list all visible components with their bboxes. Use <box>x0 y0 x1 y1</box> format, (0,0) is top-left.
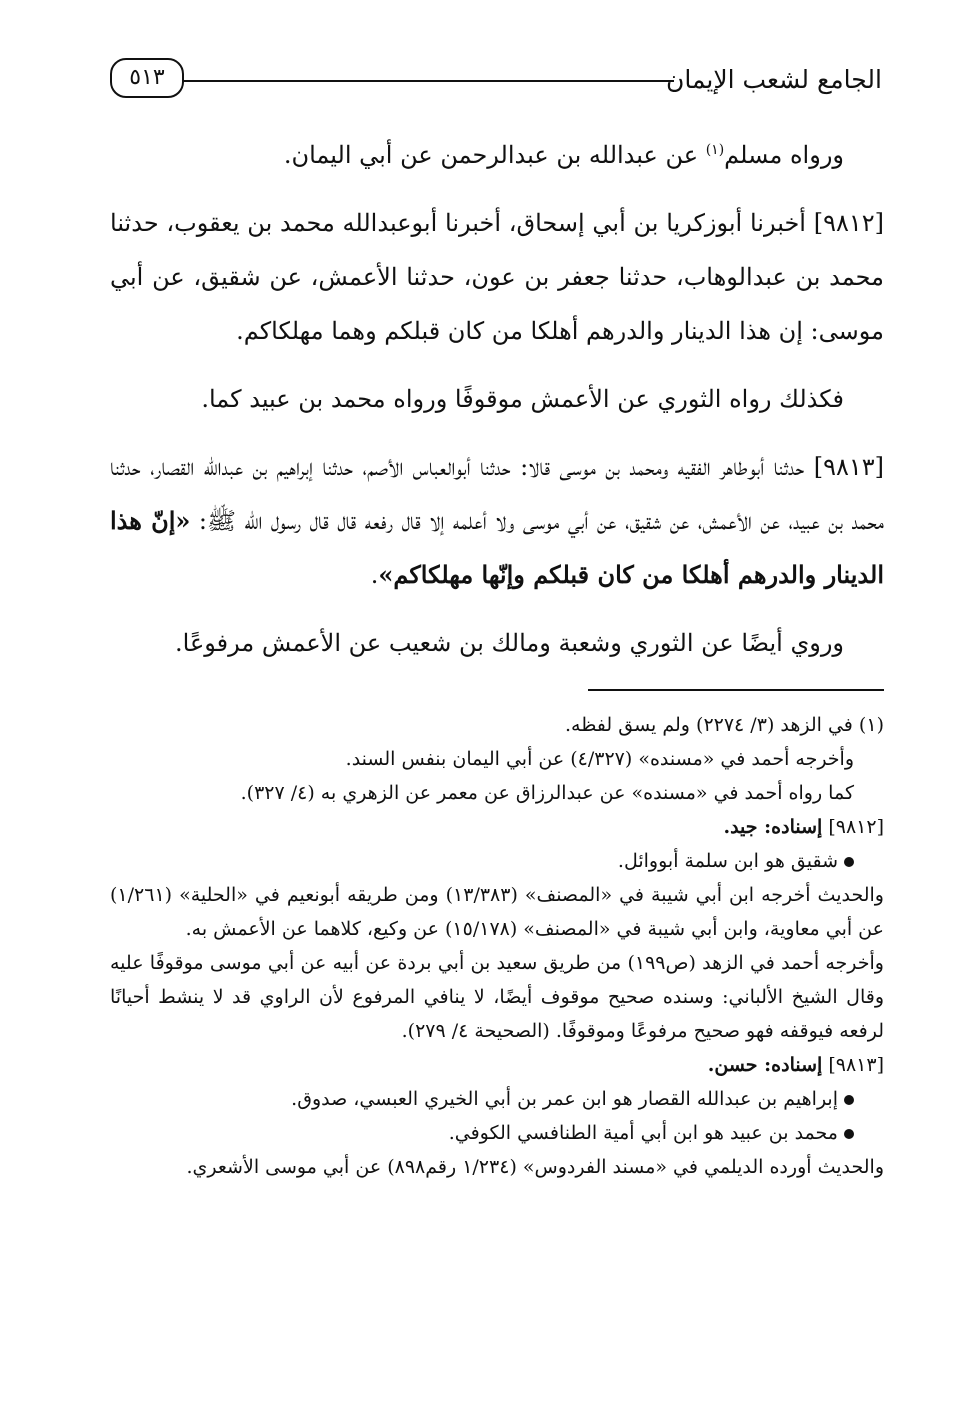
note-9813-bullet-2 <box>110 1116 884 1150</box>
main-text <box>110 128 884 684</box>
paragraph-5: وروي أيضًا عن الثوري وشعبة ومالك بن شعيب عن الأعمش مرفوعًا. <box>175 629 844 657</box>
note-9812-grade: إسناده: جيد. <box>723 816 823 838</box>
note-9813-bullet-2-text: محمد بن عبيد هو ابن أبي أمية الطنافسي الكوفي. <box>448 1122 838 1144</box>
note-9813-text-1: والحديث أورده الديلمي في «مسند الفردوس» (١/٢٣٤ رقم٨٩٨) عن أبي موسى الأشعري. <box>186 1156 884 1178</box>
footnote-rule <box>588 689 884 691</box>
running-title: الجامع لشعب الإيمان <box>665 65 882 94</box>
note-9812-bullet-1 <box>110 844 884 878</box>
note-9812-number: [٩٨١٢] <box>822 816 884 838</box>
note-9812-text-2: وأخرجه أحمد في الزهد (ص١٩٩) من طريق سعيد بن أبي بردة عن أبيه عن أبي موسى موقوفًا عليه وقال الشيخ الألباني: وسنده صحيح موقوف أيضًا، لا ينافي المرفوع لأن الراوي قد لا ينشط أحيانًا لرفعه فيوقفه فهو صحيح مرفوعًا وموقوفًا. (الصحيحة ٤/ ٢٧٩). <box>110 952 884 1042</box>
note-9812-bullet-1-text: شقيق هو ابن سلمة أبووائل. <box>617 850 838 872</box>
note-9813-heading <box>110 1048 884 1082</box>
bullet-icon <box>844 1095 854 1105</box>
bullet-icon <box>844 1129 854 1139</box>
p4-text: [٩٨١٣] حدثنا أبوطاهر الفقيه ومحمد بن موسى قالا: حدثنا أبوالعباس الأصم، حدثنا إبراهيم بن عبدالله القصار، حدثنا محمد بن عبيد، عن الأعمش، عن شقيق، عن أبي موسى ولا أعلمه إلا قال رفعه قال قال رسول الله ﷺ: <box>110 453 884 535</box>
paragraph-3: فكذلك رواه الثوري عن الأعمش موقوفًا ورواه محمد بن عبيد كما. <box>201 385 844 413</box>
paragraph-1 <box>110 128 884 182</box>
footnote-ref-1[interactable]: (١) <box>705 142 725 158</box>
paragraph-9813 <box>110 440 884 602</box>
p1-text: ورواه مسلم <box>724 141 844 169</box>
note-9812-text-1: والحديث أخرجه ابن أبي شيبة في «المصنف» (١٣/٣٨٣) ومن طريقه أبونعيم في «الحلية» (١/٢٦١) عن أبي معاوية، وابن أبي شيبة في «المصنف» (١٥/١٧٨) عن وكيع، كلاهما عن الأعمش به. <box>110 884 884 940</box>
note-9813-number: [٩٨١٣] <box>822 1054 884 1076</box>
p1-rest: عن عبدالله بن عبدالرحمن عن أبي اليمان. <box>283 141 706 169</box>
note-9813-bullet-1 <box>110 1082 884 1116</box>
footnote-1-line-2: وأخرجه أحمد في «مسنده» (٤/٣٢٧) عن أبي اليمان بنفس السند. <box>345 748 854 770</box>
page-number: ٥١٣ <box>110 58 184 98</box>
footnote-1-line-1: (١) في الزهد (٣/ ٢٢٧٤) ولم يسق لفظه. <box>565 714 884 736</box>
note-9813-grade: إسناده: حسن. <box>707 1054 823 1076</box>
page-header <box>110 58 882 106</box>
footnote-1-line-3: كما رواه أحمد في «مسنده» عن عبدالرزاق عن معمر عن الزهري به (٤/ ٣٢٧). <box>240 782 854 804</box>
footnotes <box>110 708 884 1184</box>
bullet-icon <box>844 857 854 867</box>
note-9813-bullet-1-text: إبراهيم بن عبدالله القصار هو ابن عمر بن أبي الخيري العبسي، صدوق. <box>291 1088 838 1110</box>
header-rule <box>184 80 674 82</box>
p4-end: . <box>370 561 379 589</box>
paragraph-9812: [٩٨١٢] أخبرنا أبوزكريا بن أبي إسحاق، أخبرنا أبوعبدالله محمد بن يعقوب، حدثنا محمد بن عبدالوهاب، حدثنا جعفر بن عون، حدثنا الأعمش، عن شقيق، عن أبي موسى: إن هذا الدينار والدرهم أهلكا من كان قبلكم وهما مهلكاكم. <box>110 209 884 345</box>
hadith-quote: «إنّ هذا الدينار والدرهم أهلكا من كان قبلكم وإنّها مهلكاكم» <box>110 506 884 589</box>
note-9812-heading <box>110 810 884 844</box>
